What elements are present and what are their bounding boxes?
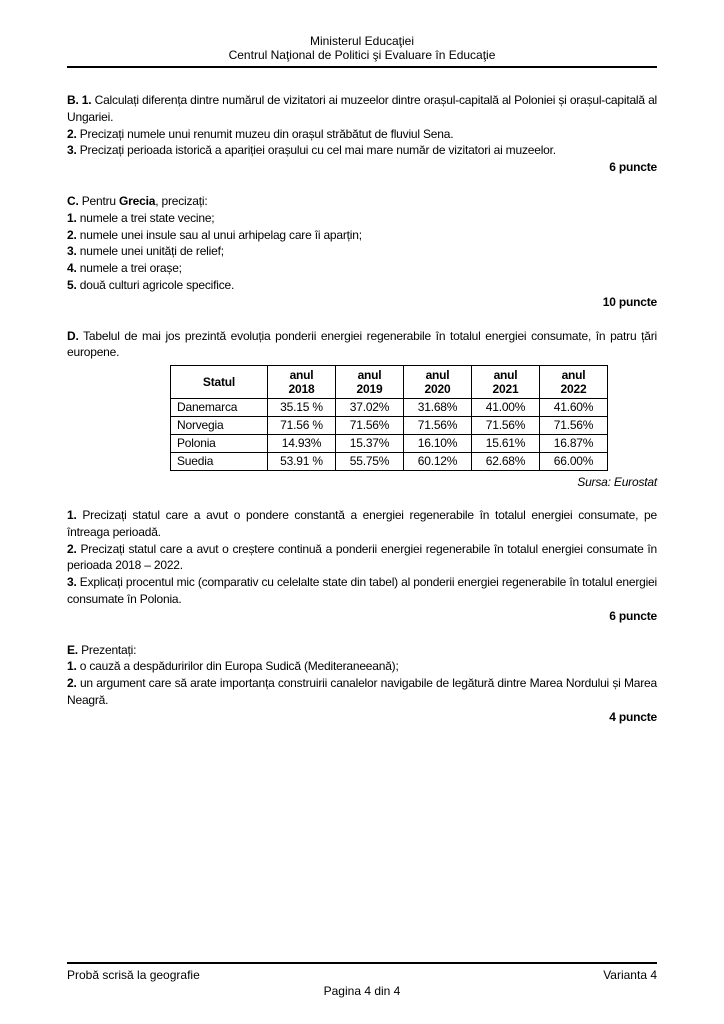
table-cell: 71.56% xyxy=(472,417,540,435)
section-b xyxy=(67,92,657,176)
section-d-intro xyxy=(67,328,657,362)
points-e: 4 puncte xyxy=(609,709,657,724)
question-d2-text: Precizați statul care a avut o creștere continuă a ponderii energiei regenerabile în totalul energiei consumate în perioada 2018 – 2022. xyxy=(67,541,657,573)
document-body xyxy=(67,92,657,726)
table-cell: 35.15 % xyxy=(268,399,336,417)
table-cell: 53.91 % xyxy=(268,453,336,471)
points-c: 10 puncte xyxy=(602,294,657,309)
question-e1-label: 1. xyxy=(67,659,77,674)
question-d1-label: 1. xyxy=(67,507,77,522)
section-d-intro-text: Tabelul de mai jos prezintă evoluția ponderii energiei regenerabile în totalul energiei consumate, în patru țări europene. xyxy=(67,328,657,360)
question-d3-label: 3. xyxy=(67,575,77,590)
table-cell: 71.56% xyxy=(540,417,608,435)
question-c3-label: 3. xyxy=(67,244,77,259)
table-cell: 37.02% xyxy=(336,399,404,417)
section-d xyxy=(67,328,657,625)
points-b: 6 puncte xyxy=(609,160,657,175)
table-cell: 31.68% xyxy=(404,399,472,417)
section-e-intro xyxy=(67,642,657,659)
question-b1 xyxy=(67,92,657,126)
footer-page-number: Pagina 4 din 4 xyxy=(323,984,401,998)
table-header-row xyxy=(171,366,608,399)
question-e2-text: un argument care să arate importanța construirii canalelor navigabile de legătură dintre Marea Nordului și Marea Neagră. xyxy=(67,676,657,707)
section-c-post: , precizați: xyxy=(155,193,208,208)
table-cell: 15.61% xyxy=(472,435,540,453)
table-row-suedia xyxy=(171,453,608,471)
table-cell: 41.00% xyxy=(472,399,540,417)
table-cell: 41.60% xyxy=(540,399,608,417)
table-cell: 15.37% xyxy=(336,435,404,453)
table-row-danemarca xyxy=(171,399,608,417)
ministry-name: Ministerul Educaţiei xyxy=(309,34,415,48)
question-e2 xyxy=(67,675,657,709)
question-d3-text: Explicați procentul mic (comparativ cu celelalte state din tabel) al ponderii energiei regenerabile în totalul energiei consumate în Polonia. xyxy=(67,575,657,606)
table-cell-state: Polonia xyxy=(171,435,268,453)
document-header xyxy=(67,34,657,68)
table-cell: 16.10% xyxy=(404,435,472,453)
question-b3-label: 3. xyxy=(67,143,77,158)
section-c xyxy=(67,193,657,311)
question-c3 xyxy=(67,243,657,260)
question-b2 xyxy=(67,126,657,143)
question-e1-text: o cauză a despăduririlor din Europa Sudică (Mediteraneeană); xyxy=(79,659,399,674)
points-d: 6 puncte xyxy=(609,608,657,623)
table-header-anul-2018: anul 2018 xyxy=(268,366,336,399)
section-c-intro xyxy=(67,193,657,210)
question-c5-text: două culturi agricole specifice. xyxy=(79,277,235,292)
section-d-label: D. xyxy=(67,328,79,343)
question-d1 xyxy=(67,507,657,541)
question-e2-label: 2. xyxy=(67,676,77,691)
question-c4-text: numele a trei orașe; xyxy=(79,261,182,276)
table-cell-state: Danemarca xyxy=(171,399,268,417)
question-c2-label: 2. xyxy=(67,227,77,242)
document-footer xyxy=(67,962,657,998)
question-c2 xyxy=(67,227,657,244)
section-c-label: C. xyxy=(67,193,79,208)
table-row-norvegia xyxy=(171,417,608,435)
table-source: Sursa: Eurostat xyxy=(577,475,657,490)
table-cell: 60.12% xyxy=(404,453,472,471)
table-cell: 71.56 % xyxy=(268,417,336,435)
footer-rule xyxy=(67,962,657,982)
question-c1 xyxy=(67,210,657,227)
question-c4-label: 4. xyxy=(67,261,77,276)
table-cell: 14.93% xyxy=(268,435,336,453)
section-c-pre: Pentru xyxy=(81,193,116,208)
question-d1-text: Precizați statul care a avut o pondere constantă a energiei regenerabile în totalul energiei consumate, pe întreaga perioadă. xyxy=(67,507,657,539)
question-b3-text: Precizați perioada istorică a apariției orașului cu cel mai mare număr de vizitatori ai muzeelor. xyxy=(79,143,556,158)
table-header-anul-2021: anul 2021 xyxy=(472,366,540,399)
table-cell: 55.75% xyxy=(336,453,404,471)
question-b2-label: 2. xyxy=(67,126,77,141)
question-b3 xyxy=(67,142,657,159)
center-name: Centrul Naţional de Politici şi Evaluare în Educaţie xyxy=(228,48,496,62)
table-cell-state: Suedia xyxy=(171,453,268,471)
table-header-anul-2022: anul 2022 xyxy=(540,366,608,399)
section-e-label: E. xyxy=(67,642,78,657)
table-cell: 71.56% xyxy=(336,417,404,435)
table-header-anul-2019: anul 2019 xyxy=(336,366,404,399)
question-b1-text: Calculați diferența dintre numărul de vizitatori ai muzeelor dintre orașul-capitală al Poloniei și orașul-capitală al Ungariei. xyxy=(67,93,658,124)
question-c1-label: 1. xyxy=(67,210,77,225)
question-c3-text: numele unei unități de relief; xyxy=(79,244,224,259)
footer-variant: Varianta 4 xyxy=(603,968,657,982)
table-cell: 62.68% xyxy=(472,453,540,471)
question-d2 xyxy=(67,541,657,575)
question-c2-text: numele unei insule sau al unui arhipelag care îi aparțin; xyxy=(79,227,362,242)
question-b1-label: B. 1. xyxy=(67,93,92,107)
table-cell: 66.00% xyxy=(540,453,608,471)
question-c5-label: 5. xyxy=(67,277,77,292)
table-header-anul-2020: anul 2020 xyxy=(404,366,472,399)
question-b2-text: Precizați numele unui renumit muzeu din orașul străbătut de fluviul Sena. xyxy=(79,126,454,141)
question-d3 xyxy=(67,574,657,608)
question-c4 xyxy=(67,260,657,277)
table-cell: 16.87% xyxy=(540,435,608,453)
section-e-intro-text: Prezentați: xyxy=(81,642,137,657)
table-header-statul: Statul xyxy=(171,366,268,399)
section-e xyxy=(67,642,657,726)
question-e1 xyxy=(67,658,657,675)
table-cell: 71.56% xyxy=(404,417,472,435)
footer-subject: Probă scrisă la geografie xyxy=(67,968,200,982)
question-c1-text: numele a trei state vecine; xyxy=(79,210,215,225)
table-cell-state: Norvegia xyxy=(171,417,268,435)
renewable-energy-table xyxy=(170,365,608,471)
question-d2-label: 2. xyxy=(67,541,77,556)
section-c-country: Grecia xyxy=(119,193,156,208)
table-row-polonia xyxy=(171,435,608,453)
question-c5 xyxy=(67,277,657,294)
